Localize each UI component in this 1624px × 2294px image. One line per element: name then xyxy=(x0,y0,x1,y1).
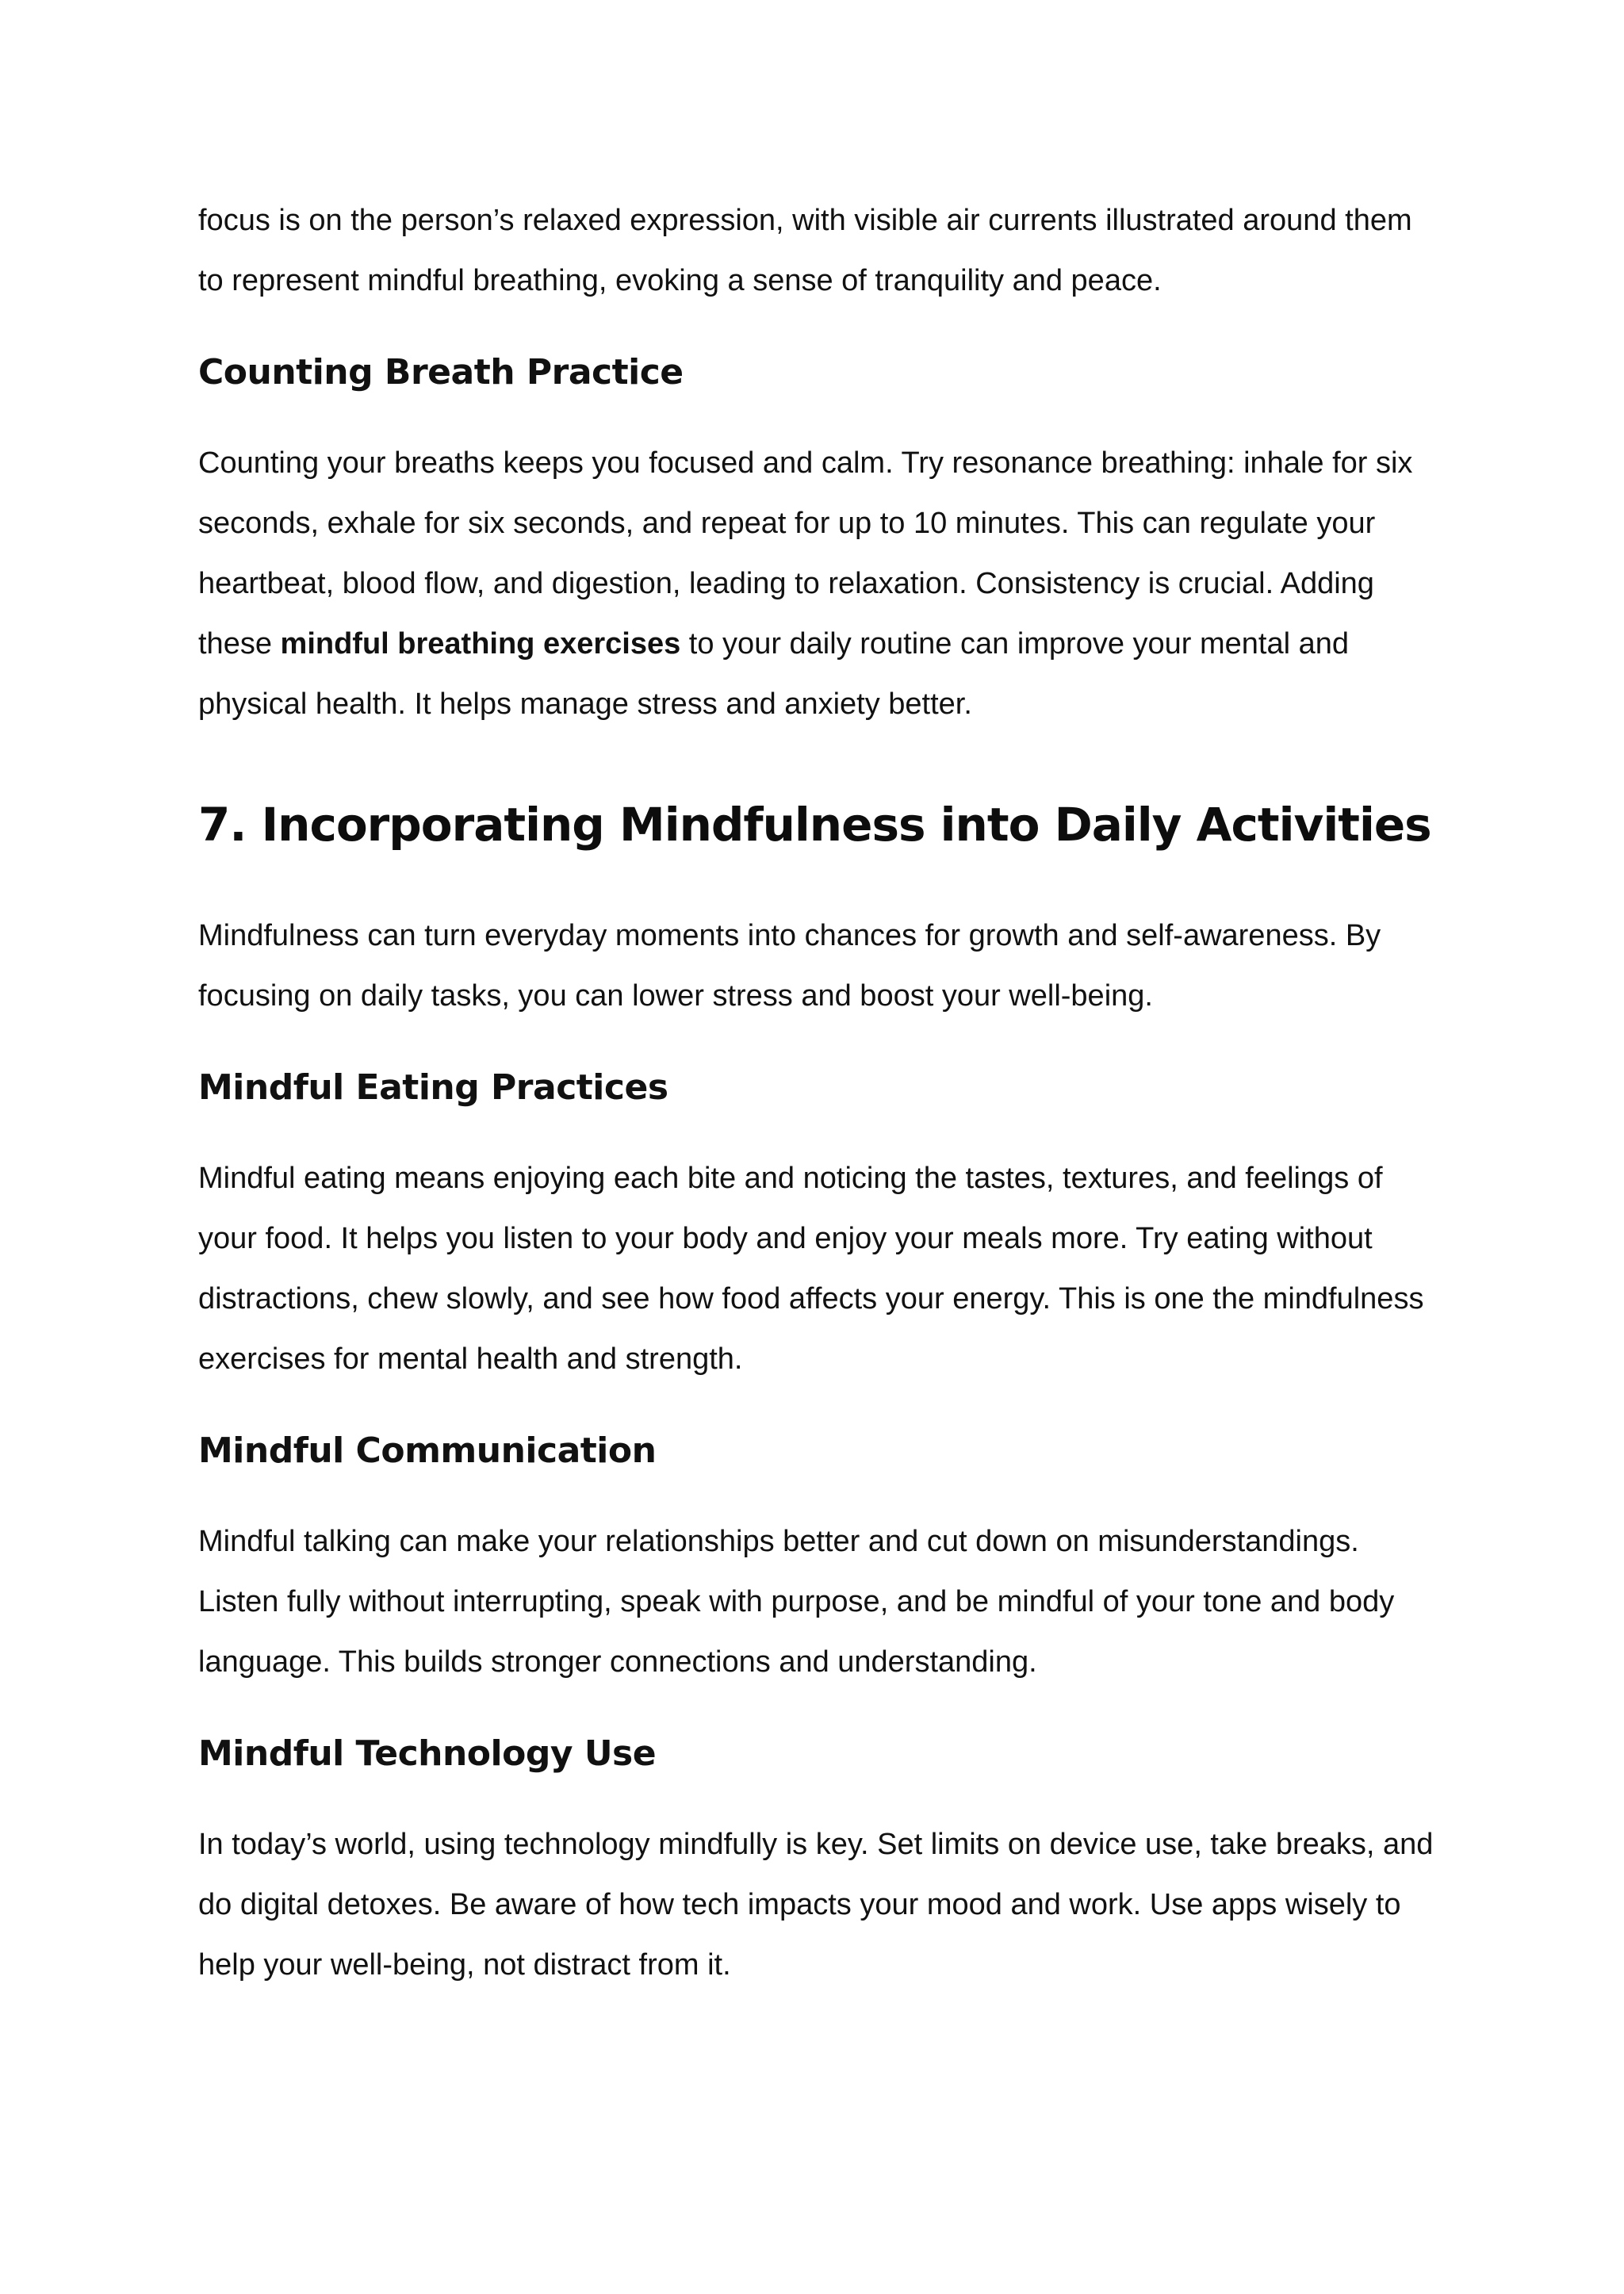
mindful-technology-paragraph: In today’s world, using technology mindfully is key. Set limits on device use, take breaks, and do digital detoxes. Be aware of how tech impacts your mood and work. Use apps wisely to help your well-being, not distract from it. xyxy=(198,1828,1434,1982)
section-7-heading: 7. Incorporating Mindfulness into Daily Activities xyxy=(198,798,1431,852)
counting-breath-heading: Counting Breath Practice xyxy=(198,352,684,393)
mindful-eating-paragraph: Mindful eating means enjoying each bite and noticing the tastes, textures, and feelings of your food. It helps you listen to your body and enjoy your meals more. Try eating without distractions, chew slowly, and see how food affects your energy. This is one the mindfulness exercises for mental health and strength. xyxy=(198,1162,1424,1376)
counting-text-before: Counting your breaths keeps you focused and calm. Try resonance breathing: inhale for six seconds, exhale for six seconds, and repeat for up to 10 minutes. This can regulate your heartbeat, blood flow, and digestion, leading to relaxation. Consistency is crucial. Adding these xyxy=(198,446,1413,661)
mindful-eating-heading: Mindful Eating Practices xyxy=(198,1067,668,1108)
document-page xyxy=(198,190,1435,1995)
mindful-breathing-exercises-bold: mindful breathing exercises xyxy=(280,627,681,661)
mindful-communication-paragraph: Mindful talking can make your relationships better and cut down on misunderstandings. Listen fully without interrupting, speak with purpose, and be mindful of your tone and body language. This builds stronger connections and understanding. xyxy=(198,1525,1395,1679)
section-7-intro-paragraph: Mindfulness can turn everyday moments into chances for growth and self-awareness. By focusing on daily tasks, you can lower stress and boost your well-being. xyxy=(198,919,1381,1013)
mindful-technology-heading: Mindful Technology Use xyxy=(198,1733,657,1774)
counting-text-after: to your daily routine can improve your mental and physical health. It helps manage stress and anxiety better. xyxy=(198,627,1350,721)
counting-breath-paragraph xyxy=(198,433,1435,734)
mindful-communication-heading: Mindful Communication xyxy=(198,1430,657,1471)
intro-paragraph: focus is on the person’s relaxed expression, with visible air currents illustrated around them to represent mindful breathing, evoking a sense of tranquility and peace. xyxy=(198,204,1412,297)
